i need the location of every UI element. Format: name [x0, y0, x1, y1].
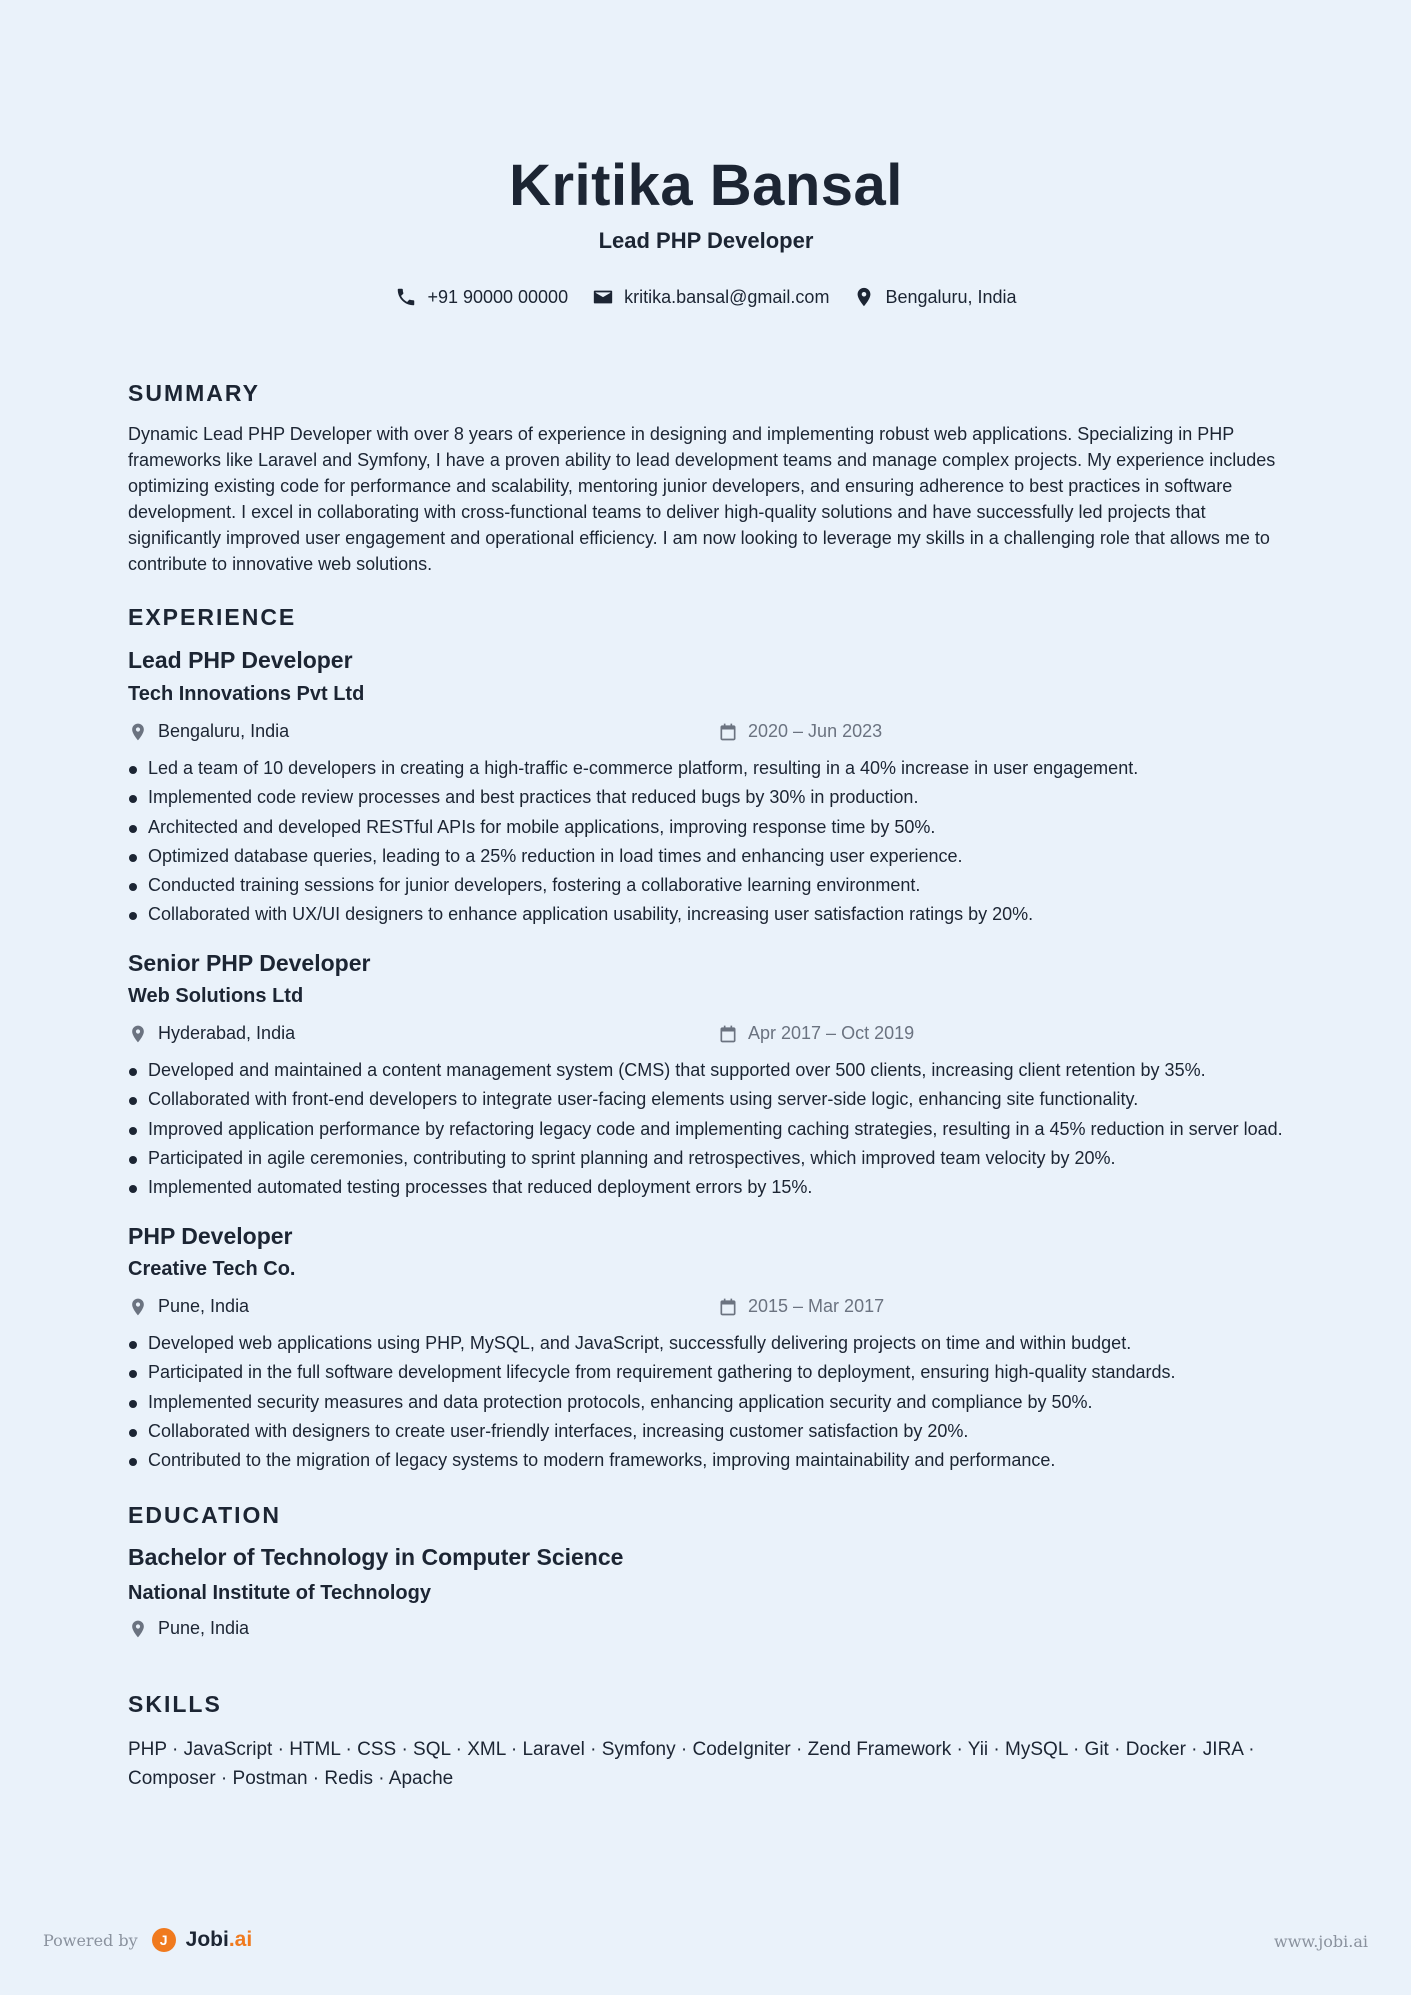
location-pin-icon: [853, 286, 875, 308]
job-location-text: Hyderabad, India: [158, 1023, 296, 1043]
education-location-text: Pune, India: [158, 1618, 250, 1638]
phone-text: +91 90000 00000: [427, 286, 569, 307]
job-location: [128, 1023, 295, 1044]
job-dates-text: 2020 – Jun 2023: [748, 721, 883, 741]
logo-main: Jobi: [185, 1928, 229, 1951]
list-item: Participated in the full software development lifecycle from requirement gathering to deployment, ensuring high-quality standards.: [128, 1359, 1284, 1388]
powered-by-text: Powered by: [43, 1930, 138, 1950]
education-heading: EDUCATION: [128, 1502, 282, 1528]
phone-icon: [395, 286, 417, 308]
summary-heading: SUMMARY: [128, 380, 260, 406]
list-item: Collaborated with UX/UI designers to enhance application usability, increasing user satisfaction ratings by 20%.: [128, 901, 1284, 930]
candidate-role: Lead PHP Developer: [598, 228, 814, 253]
job-meta: [128, 1023, 1284, 1049]
summary-text: Dynamic Lead PHP Developer with over 8 years of experience in designing and implementing robust web applications. Specializing in PHP frameworks like Laravel and Symfony, I have a proven ability to lead development teams and manage complex projects. My experience includes optimizing existing code for performance and scalability, mentoring junior developers, and ensuring adherence to best practices in software development. I excel in collaborating with cross-functional teams to deliver high-quality solutions and have successfully led projects that significantly improved user engagement and operational efficiency. I am now looking to leverage my skills in a challenging role that allows me to contribute to innovative web solutions.: [128, 424, 1276, 574]
job-bullets: [128, 1330, 1284, 1476]
list-item: Led a team of 10 developers in creating a high-traffic e-commerce platform, resulting in a 40% increase in user engagement.: [128, 755, 1284, 784]
skills-heading: SKILLS: [128, 1691, 222, 1717]
calendar-icon: [718, 1024, 738, 1044]
education-degree: Bachelor of Technology in Computer Science: [128, 1544, 624, 1570]
list-item: Implemented automated testing processes that reduced deployment errors by 15%.: [128, 1174, 1284, 1203]
contact-email[interactable]: [592, 286, 829, 308]
logo-accent: .ai: [228, 1928, 253, 1951]
job-dates-text: Apr 2017 – Oct 2019: [748, 1023, 915, 1043]
education-school: National Institute of Technology: [128, 1582, 431, 1604]
job-location-text: Bengaluru, India: [158, 721, 290, 741]
job-meta: [128, 1296, 1284, 1322]
job-dates: [718, 1296, 884, 1317]
job-bullets: [128, 1057, 1284, 1203]
location-pin-icon: [128, 1024, 148, 1044]
footer-branding[interactable]: [43, 1928, 252, 1952]
job-title: PHP Developer: [128, 1223, 293, 1249]
calendar-icon: [718, 722, 738, 742]
job-company: Web Solutions Ltd: [128, 985, 304, 1007]
job-location: [128, 721, 289, 742]
candidate-name: Kritika Bansal: [509, 153, 903, 218]
list-item: Implemented code review processes and best practices that reduced bugs by 30% in production.: [128, 784, 1284, 813]
job-dates: [718, 1023, 914, 1044]
jobi-logo-text: [186, 1928, 253, 1952]
job-company: Creative Tech Co.: [128, 1258, 296, 1280]
experience-heading: EXPERIENCE: [128, 604, 297, 630]
location-pin-icon: [128, 1297, 148, 1317]
email-icon: [592, 286, 614, 308]
footer-website-link[interactable]: www.jobi.ai: [1274, 1932, 1368, 1951]
location-pin-icon: [128, 722, 148, 742]
contact-bar: [128, 286, 1284, 308]
location-text: Bengaluru, India: [885, 286, 1017, 307]
job-title: Lead PHP Developer: [128, 647, 353, 673]
job-meta: [128, 721, 1284, 747]
education-meta: [128, 1618, 1284, 1644]
jobi-logo-icon: J: [152, 1928, 176, 1952]
list-item: Architected and developed RESTful APIs for mobile applications, improving response time by 50%.: [128, 814, 1284, 843]
calendar-icon: [718, 1297, 738, 1317]
resume-page: [128, 0, 1284, 1995]
list-item: Improved application performance by refactoring legacy code and implementing caching strategies, resulting in a 45% reduction in server load.: [128, 1116, 1284, 1145]
job-dates-text: 2015 – Mar 2017: [748, 1296, 885, 1316]
email-text: kritika.bansal@gmail.com: [624, 286, 830, 307]
list-item: Developed and maintained a content management system (CMS) that supported over 500 clients, increasing client retention by 35%.: [128, 1057, 1284, 1086]
list-item: Developed web applications using PHP, MySQL, and JavaScript, successfully delivering projects on time and within budget.: [128, 1330, 1284, 1359]
job-location: [128, 1296, 249, 1317]
list-item: Collaborated with designers to create user-friendly interfaces, increasing customer satisfaction by 20%.: [128, 1418, 1284, 1447]
contact-location: [853, 286, 1016, 308]
job-company: Tech Innovations Pvt Ltd: [128, 683, 365, 705]
education-location: [128, 1618, 249, 1639]
job-title: Senior PHP Developer: [128, 950, 371, 976]
list-item: Conducted training sessions for junior developers, fostering a collaborative learning environment.: [128, 872, 1284, 901]
contact-phone[interactable]: [395, 286, 568, 308]
job-dates: [718, 721, 882, 742]
skills-list: PHP · JavaScript · HTML · CSS · SQL · XML · Laravel · Symfony · CodeIgniter · Zend Framework · Yii · MySQL · Git · Docker · JIRA · Composer · Postman · Redis · Apache: [128, 1739, 1255, 1789]
list-item: Optimized database queries, leading to a 25% reduction in load times and enhancing user experience.: [128, 843, 1284, 872]
list-item: Contributed to the migration of legacy systems to modern frameworks, improving maintainability and performance.: [128, 1447, 1284, 1476]
list-item: Participated in agile ceremonies, contributing to sprint planning and retrospectives, which improved team velocity by 20%.: [128, 1145, 1284, 1174]
list-item: Collaborated with front-end developers to integrate user-facing elements using server-side logic, enhancing site functionality.: [128, 1086, 1284, 1115]
location-pin-icon: [128, 1619, 148, 1639]
job-bullets: [128, 755, 1284, 931]
list-item: Implemented security measures and data protection protocols, enhancing application security and compliance by 50%.: [128, 1389, 1284, 1418]
job-location-text: Pune, India: [158, 1296, 250, 1316]
